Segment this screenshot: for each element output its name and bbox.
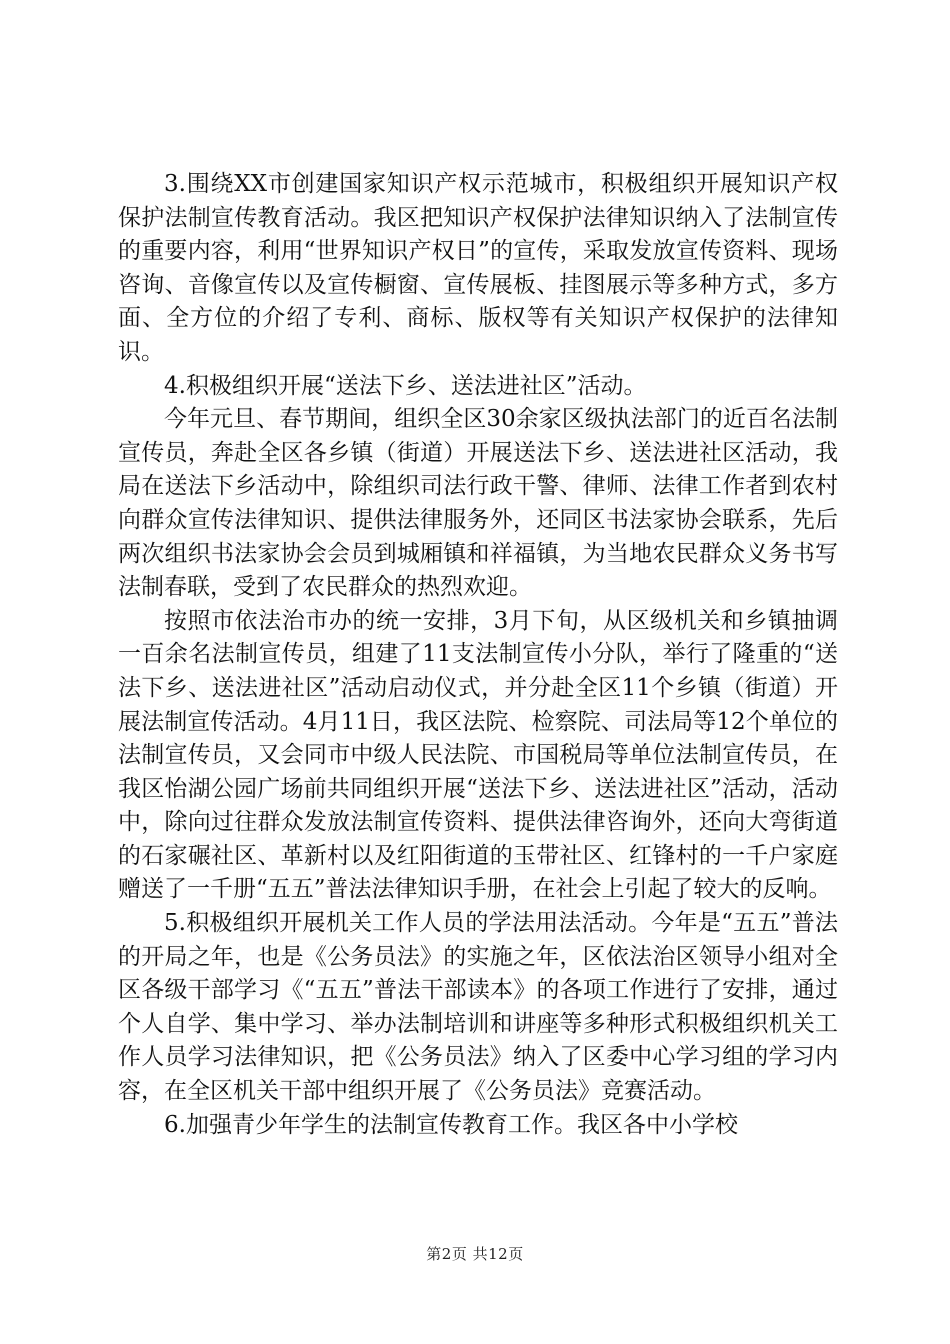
paragraph-youth-education: 6.加强青少年学生的法制宣传教育工作。我区各中小学校 <box>164 1111 738 1138</box>
page-footer: 第2页 共12页 <box>426 1245 524 1263</box>
document-body <box>118 168 838 1142</box>
paragraph-march-activities: 按照市依法治市办的统一安排，3月下旬，从区级机关和乡镇抽调一百余名法制宣传员，组建了11支法制宣传小分队，举行了隆重的“送法下乡、送法进社区”活动启动仪式，并分赴全区11个乡镇（街道）开展法制宣传活动。4月11日，我区法院、检察院、司法局等12个单位的法制宣传员，又会同市中级人民法院、市国税局等单位法制宣传员，在我区怡湖公园广场前共同组织开展“送法下乡、送法进社区”活动，活动中，除向过往群众发放法制宣传资料、提供法律咨询外，还向大弯街道的石家碾社区、革新村以及红阳街道的玉带社区、红锋村的一千户家庭赠送了一千册“五五”普法法律知识手册，在社会上引起了较大的反响。 <box>118 607 838 903</box>
paragraph-new-year-activities: 今年元旦、春节期间，组织全区30余家区级执法部门的近百名法制宣传员，奔赴全区各乡镇（街道）开展送法下乡、送法进社区活动，我局在送法下乡活动中，除组织司法行政干警、律师、法律工作者到农村向群众宣传法律知识、提供法律服务外，还同区书法家协会联系，先后两次组织书法家协会会员到城厢镇和祥福镇，为当地农民群众义务书写法制春联，受到了农民群众的热烈欢迎。 <box>118 406 838 601</box>
paragraph-law-campaign-heading: 4.积极组织开展“送法下乡、送法进社区”活动。 <box>164 372 647 399</box>
paragraph-ip-protection: 3.围绕XX市创建国家知识产权示范城市，积极组织开展知识产权保护法制宣传教育活动。我区把知识产权保护法律知识纳入了法制宣传的重要内容，利用“世界知识产权日”的宣传，采取发放宣传资料、现场咨询、音像宣传以及宣传橱窗、宣传展板、挂图展示等多种方式，多方面、全方位的介绍了专利、商标、版权等有关知识产权保护的法律知识。 <box>118 171 838 365</box>
paragraph-civil-servant-study: 5.积极组织开展机关工作人员的学法用法活动。今年是“五五”普法的开局之年，也是《公务员法》的实施之年，区依法治区领导小组对全区各级干部学习《“五五”普法干部读本》的各项工作进行了安排，通过个人自学、集中学习、举办法制培训和讲座等多种形式积极组织机关工作人员学习法律知识，把《公务员法》纳入了区委中心学习组的学习内容，在全区机关干部中组织开展了《公务员法》竞赛活动。 <box>118 910 838 1105</box>
